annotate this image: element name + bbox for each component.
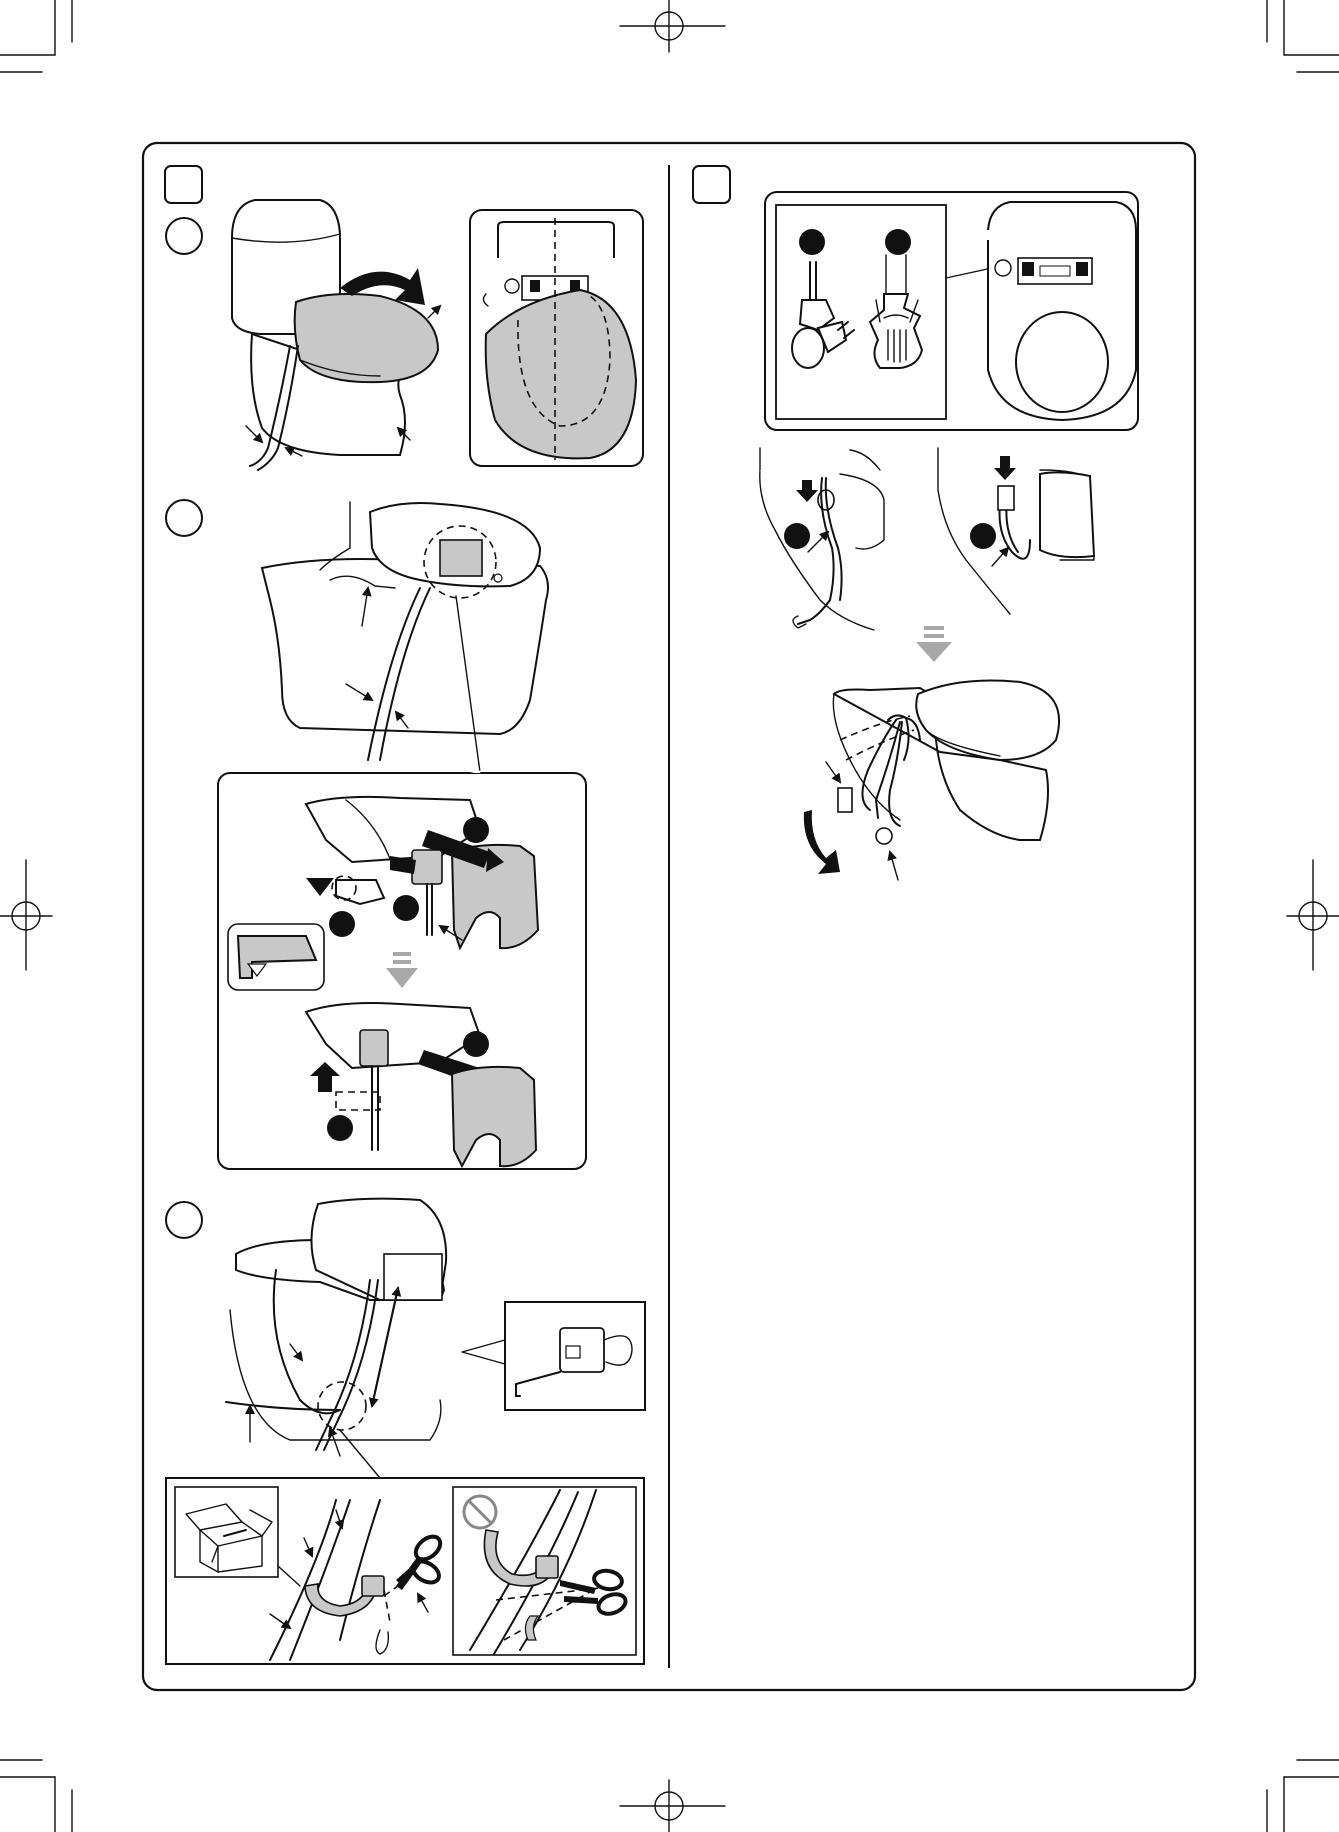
substep-marker-1: [166, 218, 202, 254]
substep-marker-3: [166, 1202, 202, 1238]
part-badge-1: [799, 229, 825, 255]
cord-routing-left: [760, 448, 885, 630]
inset-badge-a: [463, 817, 489, 843]
completed-installation: [804, 681, 1059, 881]
process-arrow-icon-2: [916, 626, 952, 662]
inset-badge-d: [463, 1031, 489, 1057]
registration-target-left: [0, 860, 52, 970]
inset-top-view: [470, 210, 643, 466]
substep-marker-2: [166, 500, 202, 536]
crop-mark-top-left: [0, 0, 72, 72]
registration-target-top: [620, 0, 725, 52]
inset-badge-b: [329, 911, 355, 937]
crop-mark-bottom-right: [1267, 1760, 1339, 1832]
route-badge-left: [784, 523, 810, 549]
inset-badge-c: [393, 895, 419, 921]
inset-hose-connector: [218, 770, 586, 1169]
cable-tie-detail: [166, 1478, 644, 1664]
cord-routing-right: [938, 448, 1094, 614]
registration-target-right: [1287, 860, 1339, 970]
figure-measure-cords: [226, 1199, 446, 1478]
route-badge-right: [970, 523, 996, 549]
step-box-right: [693, 166, 730, 203]
registration-target-bottom: [620, 1780, 725, 1832]
crop-mark-top-right: [1267, 0, 1339, 72]
crop-mark-bottom-left: [0, 1760, 72, 1832]
figure-side-cover: [262, 502, 548, 772]
figure-seat-lowered: [232, 200, 440, 470]
part-badge-2: [885, 229, 911, 255]
inset-badge-e: [327, 1115, 353, 1141]
inset-tape-measure: [462, 1302, 645, 1410]
parts-overview: [765, 192, 1138, 430]
step-box-left: [165, 166, 202, 203]
